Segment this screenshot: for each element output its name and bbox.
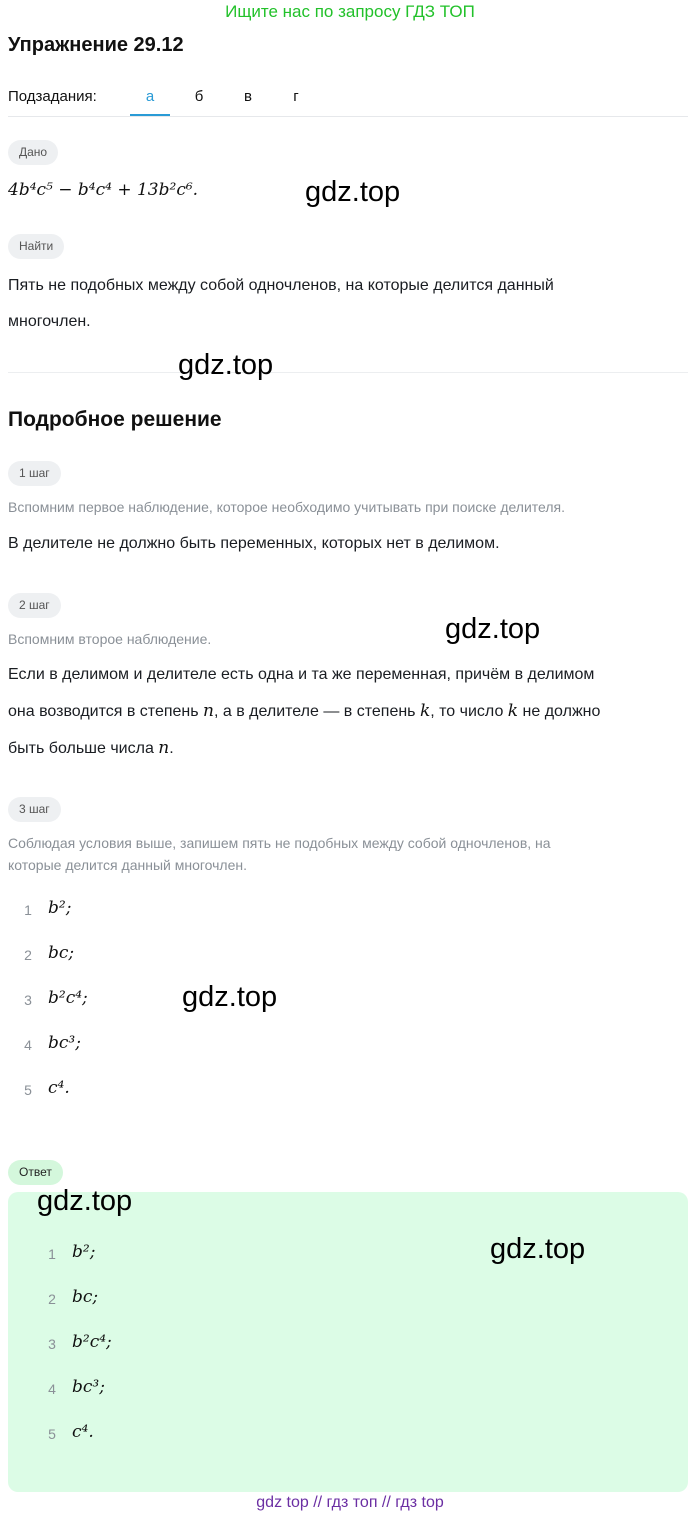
section-divider [8, 372, 688, 373]
step-2-line-1: Если в делимом и делителе есть одна и та же переменная, причём в делимом [8, 666, 595, 683]
watermark: gdz.top [37, 1185, 133, 1217]
step-2-hint: Вспомним второе наблюдение. [8, 631, 212, 647]
list-item: b²c⁴; [48, 988, 88, 1008]
answer-list-item: bc; [72, 1287, 99, 1307]
step-1-pill: 1 шаг [8, 461, 61, 486]
footer-links[interactable]: gdz top // гдз топ // гдз top [256, 1494, 444, 1511]
step-3-hint-line-1: Соблюдая условия выше, запишем пять не подобных между собой одночленов, на [8, 835, 551, 851]
step-1-text: В делителе не должно быть переменных, которых нет в делимом. [8, 535, 500, 552]
answer-list-item: c⁴. [72, 1422, 94, 1442]
answer-list-number: 5 [48, 1426, 56, 1442]
step-2-line-3: быть больше числа n. [8, 738, 174, 758]
page-title: Упражнение 29.12 [8, 34, 184, 56]
solution-title: Подробное решение [8, 408, 222, 431]
find-text-line-2: многочлен. [8, 313, 91, 330]
answer-pill: Ответ [8, 1160, 63, 1185]
var-k: k [419, 701, 431, 721]
var-n: n [203, 701, 214, 721]
given-pill: Дано [8, 140, 58, 165]
tab-a[interactable]: а [145, 88, 155, 105]
search-banner: Ищите нас по запросу ГДЗ ТОП [225, 2, 475, 21]
watermark: gdz.top [490, 1233, 586, 1265]
list-item: bc; [48, 943, 75, 963]
answer-list-number: 1 [48, 1246, 56, 1262]
find-pill: Найти [8, 234, 64, 259]
list-number: 1 [24, 902, 32, 918]
answer-list-item: b²; [72, 1242, 96, 1262]
watermark: gdz.top [182, 981, 278, 1013]
tabs-divider [8, 116, 688, 117]
tab-v[interactable]: в [244, 88, 252, 105]
find-text-line-1: Пять не подобных между собой одночленов, на которые делится данный [8, 277, 554, 294]
subtasks-label: Подзадания: [8, 88, 97, 105]
step-1-hint: Вспомним первое наблюдение, которое необходимо учитывать при поиске делителя. [8, 499, 566, 515]
tab-g[interactable]: г [293, 88, 299, 105]
step-3-pill: 3 шаг [8, 797, 61, 822]
list-number: 3 [24, 992, 32, 1008]
list-number: 2 [24, 947, 32, 963]
answer-list-number: 2 [48, 1291, 56, 1307]
answer-list-item: bc³; [72, 1377, 105, 1397]
step-3-hint-line-2: которые делится данный многочлен. [8, 857, 248, 873]
list-number: 5 [24, 1082, 32, 1098]
var-n-2: n [158, 738, 170, 758]
list-number: 4 [24, 1037, 32, 1053]
list-item: bc³; [48, 1033, 81, 1053]
answer-list-number: 3 [48, 1336, 56, 1352]
answer-list-item: b²c⁴; [72, 1332, 112, 1352]
answer-list-number: 4 [48, 1381, 56, 1397]
watermark: gdz.top [305, 176, 401, 208]
watermark: gdz.top [445, 613, 541, 645]
var-k-2: k [507, 701, 519, 721]
step-2-line-2: она возводится в степень n, а в делителе — в степень k, то число k не должно [8, 701, 601, 721]
list-item: c⁴. [48, 1078, 70, 1098]
list-item: b²; [48, 898, 72, 918]
given-expression: 4b⁴c⁵ − b⁴c⁴ + 13b²c⁶. [8, 180, 199, 200]
step-3-hint [8, 832, 698, 876]
active-tab-indicator [130, 114, 170, 116]
step-2-text [8, 657, 698, 767]
watermark: gdz.top [178, 349, 274, 381]
find-text [8, 268, 698, 340]
step-2-pill: 2 шаг [8, 593, 61, 618]
tab-b[interactable]: б [194, 88, 204, 105]
